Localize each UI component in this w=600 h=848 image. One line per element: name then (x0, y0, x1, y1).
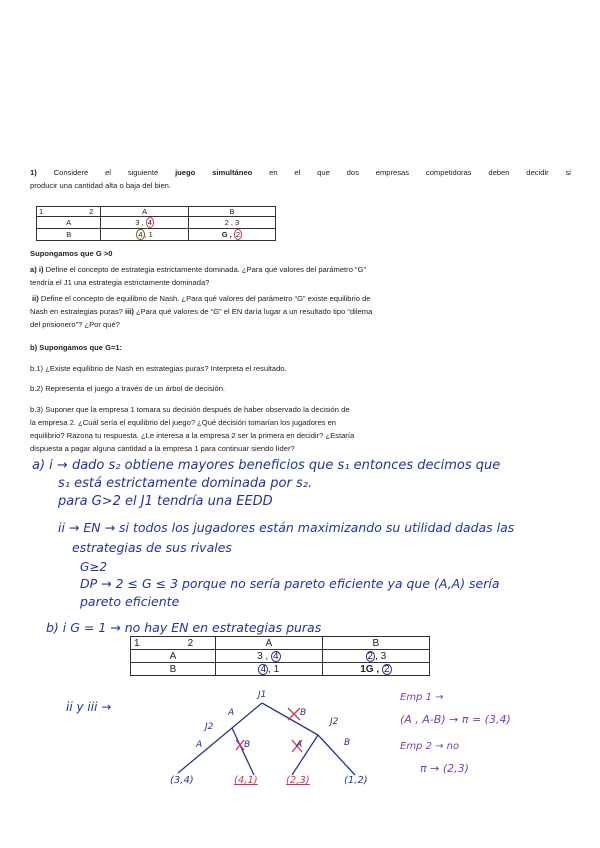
hw-emp2: Emp 2 → no (400, 741, 460, 752)
part-a-i-line1: a) i) Define el concepto de estrategia estrictamente dominada. ¿Para qué valores del parámetro “G” (30, 265, 366, 274)
circled-payoff: 4 (147, 218, 152, 227)
hw-table-cell-ab: 2 , 3 (322, 650, 429, 663)
tree-left-b: B (244, 740, 251, 750)
hw-table-header-b: B (322, 637, 429, 650)
circled-payoff: 4 (260, 663, 267, 675)
part-a-heading: Supongamos que G >0 (30, 249, 113, 258)
part-a-ii-line2: Nash en estrategias puras? iii) ¿Para qué valores de “G” el EN daría lugar a un resultado tipo “dilema (30, 307, 373, 316)
hw-ii-line4: DP → 2 ≤ G ≤ 3 porque no sería pareto eficiente ya que (A,A) sería (80, 576, 500, 591)
hw-ii-line3: G≥2 (80, 560, 107, 574)
hw-a-line1: a) i → dado s₂ obtiene mayores beneficios que s₁ entonces decimos que (32, 458, 501, 473)
circled-payoff: 2 (383, 663, 390, 675)
table-row-a-label: A (37, 217, 101, 229)
part-b3-line1: b.3) Suponer que la empresa 1 tomara su decisión después de haber observado la decisión de (30, 405, 350, 414)
problem-bold-term: juego simultáneo (175, 168, 253, 177)
hw-table-row-b: B (131, 663, 216, 676)
circled-payoff: 2 (367, 650, 374, 662)
hw-ii-iii-label: ii y iii → (66, 700, 112, 714)
hw-a-line3: para G>2 el J1 tendría una EEDD (58, 494, 273, 509)
circled-payoff: 4 (272, 650, 279, 662)
table-header-players: 1 2 (37, 207, 101, 217)
tree-edge (178, 728, 232, 773)
hw-ii-line5: pareto eficiente (80, 594, 180, 609)
tree-payoff-3: (2,3) (286, 775, 310, 786)
part-a-i-line2: tendría el J1 una estrategia estrictamente dominada? (30, 278, 210, 287)
tree-top-a: A (228, 708, 235, 718)
hw-emp1-result: (A , A-B) → π = (3,4) (400, 713, 511, 726)
part-b1: b.1) ¿Existe equilibrio de Nash en estrategias puras? Interpreta el resultado. (30, 364, 287, 373)
part-a-ii-line1: ii) Define el concepto de equilibrio de Nash. ¿Para qué valores del parámetro “G” existe equilibrio de (32, 294, 371, 303)
hw-table-cell-aa: 3 , 4 (215, 650, 322, 663)
tree-j2-right: J2 (330, 717, 339, 727)
problem-number: 1) (30, 168, 37, 177)
table-cell-ba: 4 , 1 (101, 229, 188, 241)
table-cell-ab: 2 , 3 (188, 217, 275, 229)
table-row-b-label: B (37, 229, 101, 241)
part-b3-line2: la empresa 2. ¿Cuál sería el equilibrio del juego? ¿Qué decisión tomarían los jugadores en (30, 418, 337, 427)
problem-intro-line2: producir una cantidad alta o baja del bien. (30, 181, 172, 190)
hw-table-cell-ba: 4 , 1 (215, 663, 322, 676)
circled-payoff: 2 (235, 230, 240, 239)
tree-top-b: B (300, 708, 307, 718)
part-b3-line4: dispuesta a pagar alguna cantidad a la empresa 1 para continuar siendo líder? (30, 444, 295, 453)
part-b-heading: b) Supongamos que G=1: (30, 343, 123, 352)
hw-table-header-players: 1 2 (131, 637, 216, 650)
tree-edge (262, 703, 318, 735)
tree-right-a: A (296, 740, 303, 750)
tree-payoff-1: (3,4) (170, 775, 194, 786)
hw-table-cell-bb: 1G , 2 (322, 663, 429, 676)
hw-a-line2: s₁ está estrictamente dominada por s₂. (58, 476, 313, 491)
tree-right-b: B (344, 738, 351, 748)
table-cell-bb: G , 2 (188, 229, 275, 241)
part-b2: b.2) Representa el juego a través de un árbol de decisión. (30, 384, 226, 393)
hw-emp1: Emp 1 → (400, 692, 444, 703)
hw-emp2-result: π → (2,3) (420, 762, 469, 775)
part-a-ii-line3: del prisionero”? ¿Por qué? (30, 320, 120, 329)
tree-edge (232, 728, 254, 775)
tree-j2-left: J2 (205, 722, 214, 732)
hw-ii-line1: ii → EN → si todos los jugadores están maximizando su utilidad dadas las (58, 520, 515, 535)
strike-mark (288, 708, 300, 720)
tree-left-a: A (196, 740, 203, 750)
hw-b-line: b) i G = 1 → no hay EN en estrategias puras (46, 620, 322, 635)
tree-edge (232, 703, 262, 728)
hw-ii-line2: estrategias de sus rivales (72, 540, 232, 555)
problem-intro-line1: 1) Considere el siguiente juego simultáneo en el que dos empresas competidoras deben decidir si (30, 168, 571, 177)
part-b3-line3: equilibrio? Razona tu respuesta. ¿Le interesa a la empresa 2 ser la primera en decidir? ¿Estaría (30, 431, 355, 440)
circled-payoff: 4 (138, 230, 143, 239)
hw-table-header-a: A (215, 637, 322, 650)
table-header-a: A (101, 207, 188, 217)
tree-root-label: J1 (258, 690, 267, 700)
tree-payoff-2: (4,1) (234, 775, 258, 786)
table-cell-aa: 3 , 4 (101, 217, 188, 229)
strike-mark (236, 740, 244, 750)
hw-table-row-a: A (131, 650, 216, 663)
tree-payoff-4: (1,2) (344, 775, 368, 786)
table-header-b: B (188, 207, 275, 217)
